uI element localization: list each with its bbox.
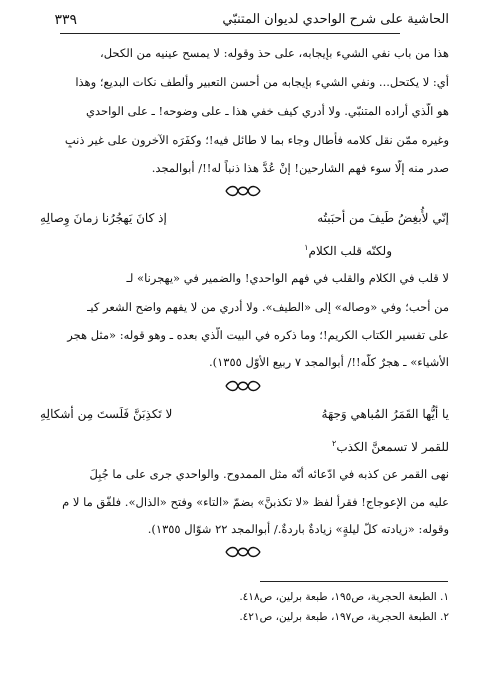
verse-hemistich-left: إذ كانَ يَهجُرُنا زمانَ وِصالِهِ bbox=[40, 211, 167, 225]
paragraph-line: وقوله: «زيادته كلّ ليلةٍ» زيادةٌ باردةٌ./ أبوالمجد ٢٢ شوّال ١٣٥٥). bbox=[147, 522, 449, 536]
verse-note-text: للقمر لا تسمعنَّ الكذب bbox=[336, 440, 449, 454]
paragraph-line: لا قلب في الكلام والقلب في فهم الواحدي! والضمير في «يهجرنا» لـ bbox=[126, 271, 449, 285]
paragraph-line: صدر منه إلّا سوء فهم الشارحين! إنْ عُدَّ هذا ذنباً له!!/ أبوالمجد. bbox=[151, 161, 449, 175]
paragraph-line: نهى القمر عن كذبه في ادّعائه أنّه مثل الممدوح. والواحدي جرى على ما جُبِلَ bbox=[89, 467, 449, 481]
footnote-rule bbox=[260, 581, 448, 582]
page-number: ٣٣٩ bbox=[54, 12, 77, 28]
verse-note bbox=[332, 436, 449, 455]
verse-hemistich-left: لا تَكذِبَنَّ فَلَستَ مِن أشكالِهِ bbox=[40, 407, 173, 421]
paragraph-line: على تفسير الكتاب الكريم!؛ وما ذكره في البيت الّذي بعده ـ وهو قوله: «مثل هجر bbox=[67, 328, 449, 342]
ornament-divider bbox=[224, 184, 262, 198]
paragraph-line: هذا من باب نفي الشيء بإيجابه، على حذ وقوله: لا يمسح عينيه من الكحل، bbox=[100, 46, 449, 60]
running-header-title: الحاشية على شرح الواحدي لديوان المتنبّي bbox=[222, 12, 449, 27]
paragraph-line: من أحب؛ وفي «وصاله» إلى «الطيف». ولا أدري من لا يفهم واضح الشعر كيـ bbox=[87, 300, 449, 314]
ornament-divider bbox=[224, 379, 262, 393]
verse-note-text: ولكنّه قلب الكلام bbox=[308, 244, 392, 258]
paragraph-line: أي: لا يكتحل... ونفي الشيء بإيجابه من أحسن التعبير وألطف نكات البديع؛ وهذا bbox=[75, 75, 449, 89]
verse-hemistich-right: يا أيُّها القَمَرُ المُباهي وَجهَهُ bbox=[321, 407, 449, 421]
footnote: ١. الطبعة الحجرية، ص١٩٥، طبعة برلين، ص٤١٨. bbox=[239, 591, 449, 603]
paragraph-line: وغيره ممّن نقل كلامه فأطال وجاء بما لا طائل فيه!؛ وكفَرَه الآخرون على غير ذنبٍ bbox=[64, 133, 449, 147]
paragraph-line: عليه من الإعوجاج! فقرأ لفظ «لا تكذبنَّ» بضمّ «التاء» وفتح «الذال». فلفّق ما لا م bbox=[62, 495, 449, 509]
header-rule bbox=[60, 33, 400, 34]
footnote-ref: ١ bbox=[304, 243, 309, 252]
verse-hemistich-right: إنّي لأُبغِضُ طَيفَ من أحبَبتُه bbox=[317, 211, 449, 225]
paragraph-line: هو الّذي أراده المتنبّي. ولا أدري كيف خفي هذا ـ على وضوحه! ـ على الواحدي bbox=[85, 104, 449, 118]
ornament-divider bbox=[224, 545, 262, 559]
footnote-ref: ٢ bbox=[332, 439, 337, 448]
verse-note bbox=[304, 240, 392, 259]
paragraph-line: الأشياء» ـ هجرٌ كلُّه!!/ أبوالمجد ٧ ربيع الأوّل ١٣٥٥). bbox=[208, 355, 449, 369]
footnote: ٢. الطبعة الحجرية، ص١٩٧، طبعة برلين، ص٤٢١. bbox=[239, 611, 449, 623]
